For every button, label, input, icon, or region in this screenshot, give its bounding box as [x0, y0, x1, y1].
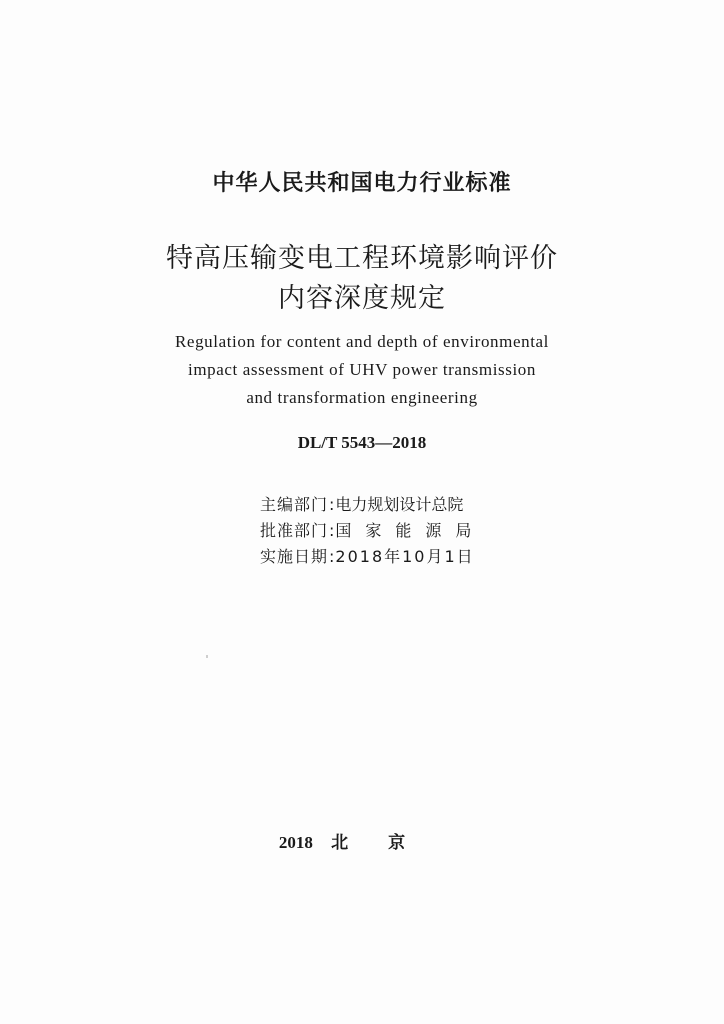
editor-label: 主编部门	[260, 495, 329, 514]
scan-speck	[206, 655, 208, 658]
publication-footer	[0, 828, 724, 853]
publication-info	[260, 492, 485, 570]
approver-label: 批准部门	[260, 521, 329, 540]
title-en-line-3: and transformation engineering	[246, 388, 478, 407]
title-en-line-1: Regulation for content and depth of environmental	[174, 332, 550, 351]
standard-type-heading: 中华人民共和国电力行业标准	[212, 171, 512, 196]
editor-row	[260, 492, 485, 518]
standard-code: DL/T 5543—2018	[297, 433, 427, 452]
publication-year: 2018	[278, 833, 313, 852]
effective-date-row	[260, 544, 485, 570]
editor-separator: :	[329, 495, 335, 514]
title-en-line-2: impact assessment of UHV power transmission	[188, 360, 536, 379]
editor-value: 电力规划设计总院	[335, 495, 464, 514]
title-cn-line-1: 特高压输变电工程环境影响评价	[166, 243, 558, 274]
effective-date-value: 2018年10月1日	[335, 547, 475, 566]
approver-row	[260, 518, 485, 544]
title-cn-line-2: 内容深度规定	[278, 283, 446, 314]
effective-date-separator: :	[329, 547, 335, 566]
approver-separator: :	[329, 521, 335, 540]
approver-value: 国家能源局	[335, 521, 486, 540]
effective-date-label: 实施日期	[260, 547, 329, 566]
publication-city: 北京	[331, 833, 446, 853]
